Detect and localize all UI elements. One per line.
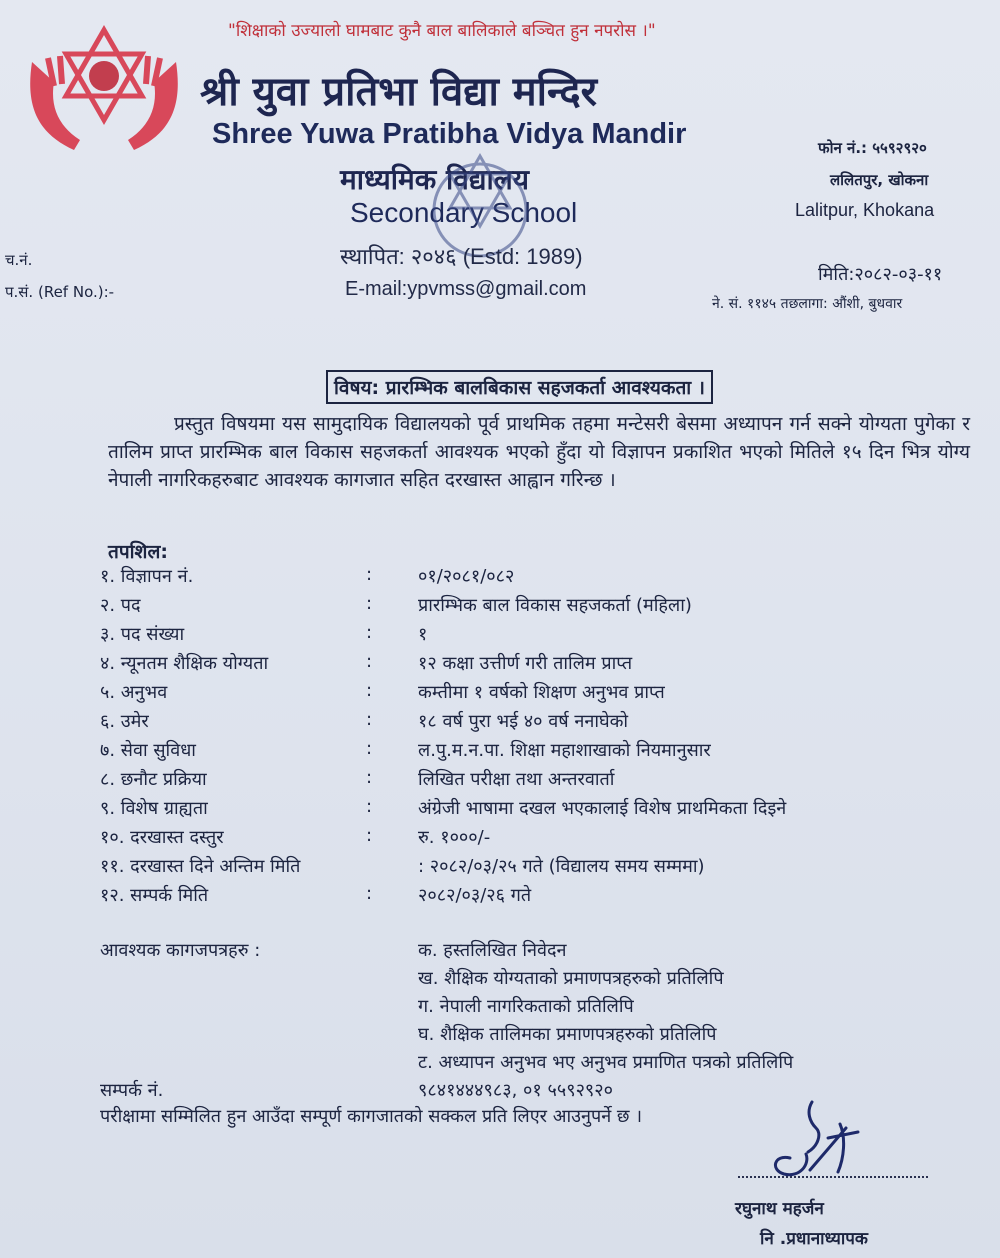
detail-value: अंग्रेजी भाषामा दखल भएकालाई विशेष प्राथमिकता दिइने <box>418 798 787 819</box>
school-email: E-mail:ypvmss@gmail.com <box>345 278 587 300</box>
detail-label: ३. पद संख्या <box>100 624 185 645</box>
detail-row <box>100 854 960 882</box>
detail-label: ११. दरखास्त दिने अन्तिम मिति <box>100 856 301 877</box>
detail-label: ७. सेवा सुविधा <box>100 740 196 761</box>
detail-separator: : <box>366 593 373 614</box>
document-item: ग. नेपाली नागरिकताको प्रतिलिपि <box>418 996 634 1017</box>
detail-label: १०. दरखास्त दस्तुर <box>100 827 224 848</box>
detail-row <box>100 680 960 708</box>
school-level-nepali: माध्यमिक विद्यालय <box>340 163 529 196</box>
detail-value: प्रारम्भिक बाल विकास सहजकर्ता (महिला) <box>418 595 692 616</box>
detail-row <box>100 767 960 795</box>
detail-row <box>100 709 960 737</box>
detail-value: : २०८२/०३/२५ गते (विद्यालय समय सम्ममा) <box>418 856 705 877</box>
detail-label: ८. छनौट प्रक्रिया <box>100 769 207 790</box>
detail-value: १८ वर्ष पुरा भई ४० वर्ष ननाघेको <box>418 711 629 732</box>
signer-designation: नि .प्रधानाध्यापक <box>760 1229 868 1249</box>
details-heading: तपशिल: <box>108 541 168 563</box>
detail-label: १. विज्ञापन नं. <box>100 566 194 587</box>
contact-numbers: ९८४१४४४९८३, ०१ ५५९२९२० <box>418 1080 614 1101</box>
detail-row <box>100 651 960 679</box>
phone-number: फोन नं.: ५५९२९२० <box>818 139 927 157</box>
school-level-english: Secondary School <box>350 197 578 228</box>
reference-number-label: प.सं. (Ref No.):- <box>5 283 115 301</box>
detail-value: १ <box>418 624 428 645</box>
hands-star-emblem-icon <box>24 22 184 162</box>
school-name-nepali: श्री युवा प्रतिभा विद्या मन्दिर <box>200 69 597 115</box>
document-item: ख. शैक्षिक योग्यताको प्रमाणपत्रहरुको प्रतिलिपि <box>418 968 724 989</box>
final-instruction: परीक्षामा सम्मिलित हुन आउँदा सम्पूर्ण कागजातको सक्कल प्रति लिएर आउनुपर्ने छ । <box>100 1106 643 1127</box>
notice-paragraph: प्रस्तुत विषयमा यस सामुदायिक विद्यालयको पूर्व प्राथमिक तहमा मन्टेसरी बेसमा अध्यापन गर्न सक्ने योग्यता पुगेका र तालिम प्राप्त प्रारम्भिक बाल विकास सहजकर्ता आवश्यक भएको हुँदा यो विज्ञापन प्रकाशित भएको मितिले १५ दिन भित्र योग्य नेपाली नागरिकहरुबाट आवश्यक कागजात सहित दरखास्त आह्वान गरिन्छ । <box>108 413 970 491</box>
detail-row <box>100 622 960 650</box>
detail-value: कम्तीमा १ वर्षको शिक्षण अनुभव प्राप्त <box>418 682 665 703</box>
detail-separator: : <box>366 738 373 759</box>
school-motto: "शिक्षाको उज्यालो घामबाट कुनै बाल बालिकाले बञ्चित हुन नपरोस ।" <box>228 21 656 41</box>
detail-value: २०८२/०३/२६ गते <box>418 885 532 906</box>
signer-name: रघुनाथ महर्जन <box>735 1199 824 1219</box>
detail-label: ४. न्यूनतम शैक्षिक योग्यता <box>100 653 269 674</box>
detail-label: २. पद <box>100 595 141 616</box>
letter-subject: विषय: प्रारम्भिक बालबिकास सहजकर्ता आवश्यकता । <box>326 370 713 404</box>
school-name-english: Shree Yuwa Pratibha Vidya Mandir <box>212 118 687 150</box>
detail-separator: : <box>366 883 373 904</box>
detail-separator: : <box>366 709 373 730</box>
dispatch-number-label: च.नं. <box>5 251 33 269</box>
detail-value: लिखित परीक्षा तथा अन्तरवार्ता <box>418 769 615 790</box>
detail-row <box>100 564 960 592</box>
handwritten-signature <box>750 1098 870 1180</box>
detail-label: ६. उमेर <box>100 711 149 732</box>
detail-row <box>100 738 960 766</box>
letter-date: मिति:२०८२-०३-११ <box>818 264 943 285</box>
detail-separator: : <box>366 796 373 817</box>
detail-row <box>100 593 960 621</box>
detail-separator: : <box>366 564 373 585</box>
signature-line <box>738 1176 928 1178</box>
document-item: क. हस्तलिखित निवेदन <box>418 940 567 961</box>
detail-value: ०१/२०८१/०८२ <box>418 566 515 587</box>
nepal-sambat-date: ने. सं. ११४५ तछलागा: औंशी, बुधवार <box>712 296 903 312</box>
document-item: ट. अध्यापन अनुभव भए अनुभव प्रमाणित पत्रको प्रतिलिपि <box>418 1052 794 1073</box>
address-nepali: ललितपुर, खोकना <box>830 171 929 189</box>
address-english: Lalitpur, Khokana <box>795 200 935 220</box>
detail-separator: : <box>366 680 373 701</box>
detail-separator: : <box>366 651 373 672</box>
detail-label: ९. विशेष ग्राह्यता <box>100 798 208 819</box>
detail-row <box>100 825 960 853</box>
detail-separator: : <box>366 767 373 788</box>
required-documents-label: आवश्यक कागजपत्रहरु : <box>100 940 261 961</box>
detail-label: ५. अनुभव <box>100 682 168 703</box>
detail-value: ल.पु.म.न.पा. शिक्षा महाशाखाको नियमानुसार <box>418 740 711 761</box>
established-year: स्थापित: २०४६ (Estd: 1989) <box>340 244 583 269</box>
detail-label: १२. सम्पर्क मिति <box>100 885 209 906</box>
detail-value: १२ कक्षा उत्तीर्ण गरी तालिम प्राप्त <box>418 653 633 674</box>
detail-value: रु. १०००/- <box>418 827 491 848</box>
detail-separator: : <box>366 825 373 846</box>
detail-row <box>100 796 960 824</box>
contact-label: सम्पर्क नं. <box>100 1080 164 1101</box>
document-item: घ. शैक्षिक तालिमका प्रमाणपत्रहरुको प्रतिलिपि <box>418 1024 717 1045</box>
detail-separator: : <box>366 622 373 643</box>
detail-row <box>100 883 960 911</box>
